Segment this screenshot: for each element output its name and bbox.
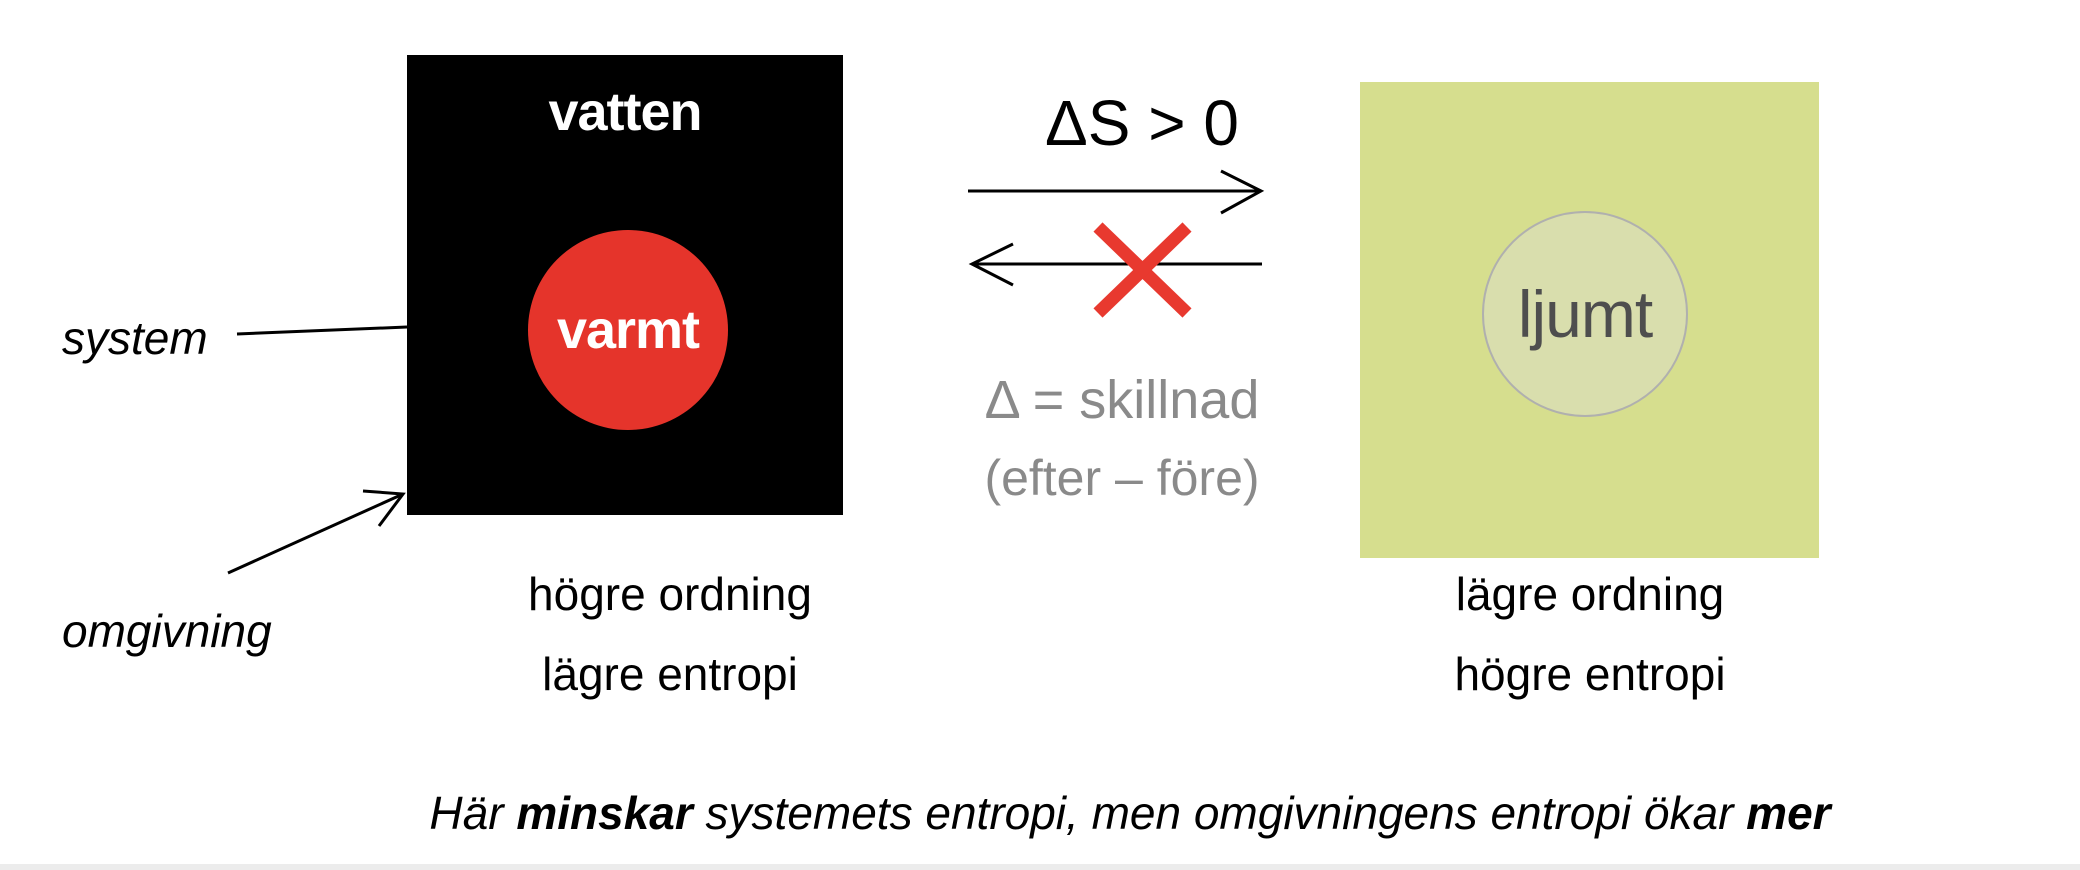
- water-box-title: vatten: [548, 82, 702, 142]
- warm-object-circle: [528, 230, 728, 430]
- system-pointer-line: [237, 327, 407, 334]
- lukewarm-object-circle: [1482, 211, 1688, 417]
- footer-bold-minskar: minskar: [516, 787, 693, 839]
- red-x-icon: [1098, 227, 1187, 313]
- delta-definition-line1: Δ = skillnad: [984, 370, 1260, 430]
- footer-text-part2: systemets entropi, men omgivningens entropi ökar: [692, 787, 1747, 839]
- reverse-arrow: [972, 244, 1262, 285]
- forward-arrow: [968, 171, 1261, 213]
- footer-text-part1: Här: [429, 787, 517, 839]
- lukewarm-circle-label: ljumt: [1517, 277, 1653, 351]
- surroundings-box: [1360, 82, 1819, 558]
- system-caption-entropy: lägre entropi: [542, 648, 798, 700]
- slide-bottom-edge: [0, 864, 2080, 870]
- system-water-box: [407, 55, 843, 515]
- surroundings-caption-entropy: högre entropi: [1454, 648, 1726, 700]
- footer-summary-sentence: [240, 786, 2020, 840]
- surroundings-pointer-label: omgivning: [62, 605, 272, 657]
- warm-circle-label: varmt: [556, 300, 700, 360]
- footer-bold-mer: mer: [1746, 787, 1831, 839]
- system-caption-order: högre ordning: [528, 568, 812, 620]
- delta-definition-line2: (efter – före): [984, 450, 1260, 506]
- surroundings-caption-order: lägre ordning: [1455, 568, 1725, 620]
- delta-s-expression: ΔS > 0: [1045, 87, 1239, 159]
- surroundings-arrow: [228, 491, 403, 573]
- system-pointer-label: system: [62, 312, 208, 364]
